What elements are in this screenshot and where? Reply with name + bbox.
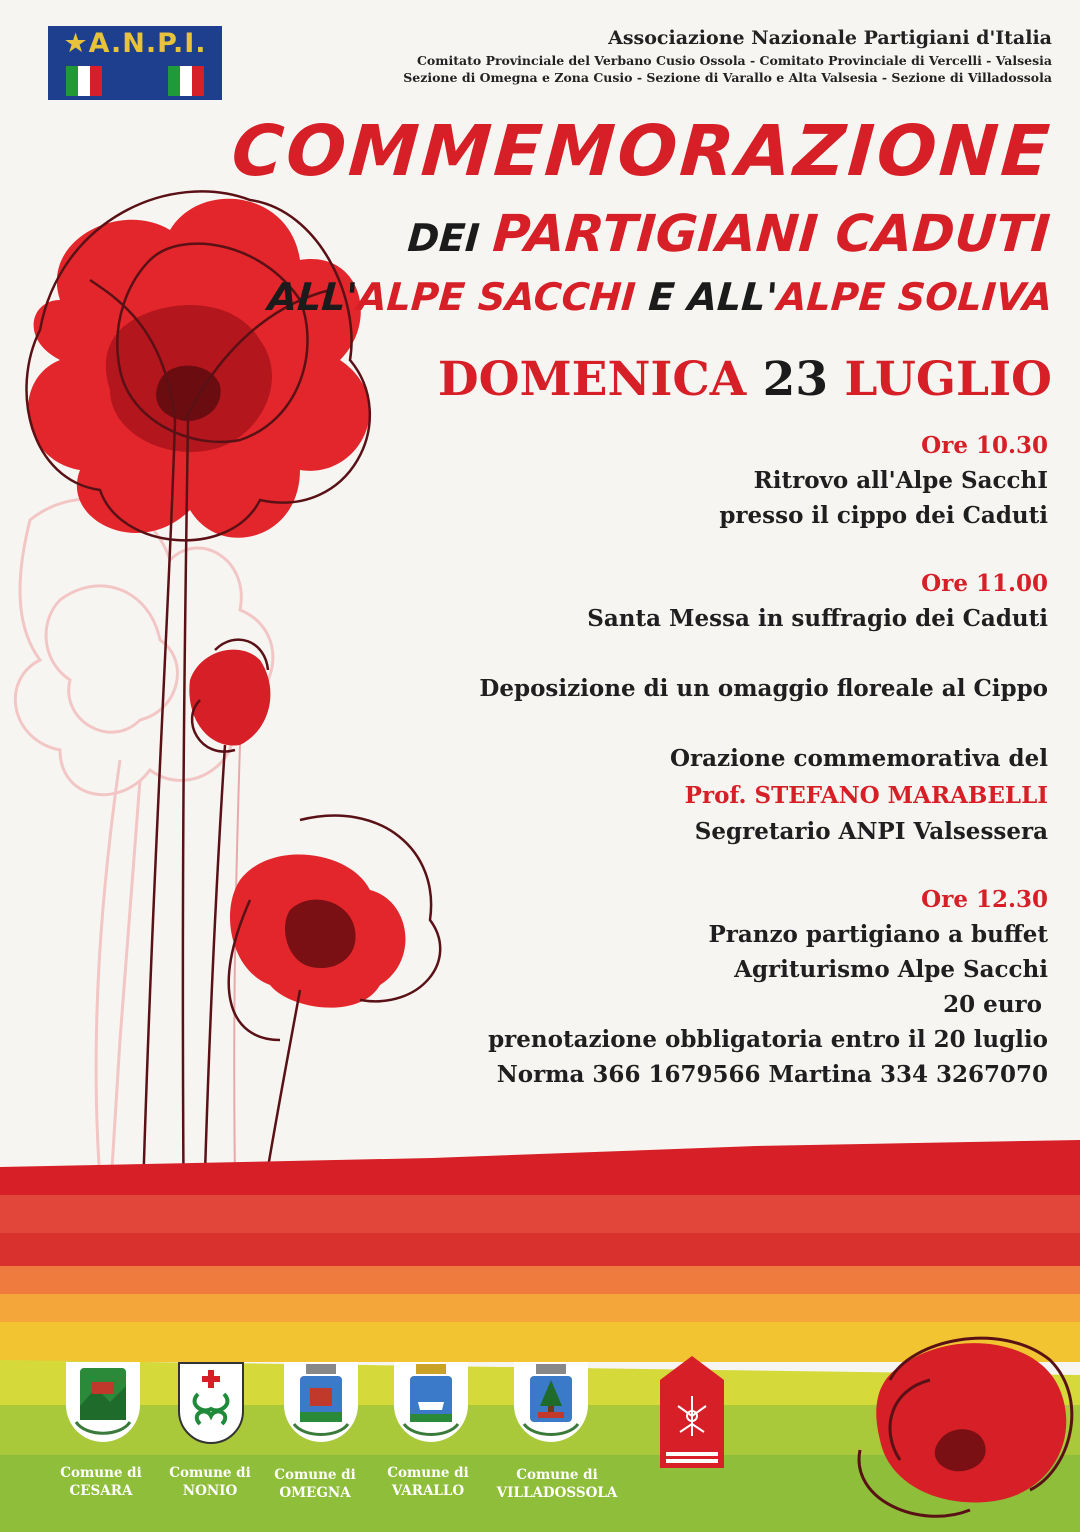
main-title: COMMEMORAZIONE [229,110,1055,192]
sections-line: Sezione di Omegna e Zona Cusio - Sezione di Varallo e Alta Valsesia - Sezione di Villadossola [403,70,1052,85]
program-line: Orazione commemorativa del [670,745,1048,772]
time-3: Ore 12.30 [921,886,1048,913]
subtitle-prefix: DEI [406,216,495,260]
date-month: LUGLIO [844,352,1052,407]
program-line: presso il cippo dei Caduti [719,502,1048,529]
coat-of-arms-omegna [284,1362,358,1442]
italian-flag-icon [66,66,102,96]
location-line [266,275,1053,319]
anpi-logo-text: ★A.N.P.I. [63,28,207,59]
date-day-name: DOMENICA [437,352,747,407]
committee-line: Comitato Provinciale del Verbano Cusio Ossola - Comitato Provinciale di Vercelli - Valsesia [416,53,1052,68]
program-line: Ritrovo all'Alpe SacchI [753,467,1048,494]
italian-flag-icon [168,66,204,96]
comune-label-varallo [378,1464,478,1500]
comune-name: VILLADOSSOLA [496,1485,618,1501]
program-line: Pranzo partigiano a buffet [708,921,1048,948]
location-2: ALPE SOLIVA [775,275,1054,319]
comune-prefix: Comune di [274,1467,356,1483]
program-price: 20 euro [943,991,1042,1018]
poppy-illustration-small [830,1320,1080,1532]
comune-prefix: Comune di [387,1465,469,1481]
coat-of-arms-cesara [66,1362,140,1442]
location-prefix-2: ALL' [686,275,779,319]
association-name: Associazione Nazionale Partigiani d'Italia [608,27,1052,49]
time-2: Ore 11.00 [921,570,1048,597]
comune-name: OMEGNA [279,1485,351,1501]
comune-prefix: Comune di [516,1467,598,1483]
location-conjunction: E [633,275,690,319]
comune-prefix: Comune di [169,1465,251,1481]
comune-name: CESARA [69,1483,133,1499]
subtitle-main: PARTIGIANI CADUTI [490,205,1053,264]
date-day: 23 [762,352,829,407]
speaker-role: Segretario ANPI Valsessera [694,818,1048,845]
comune-label-villadossola [486,1466,628,1502]
comune-name: VARALLO [391,1483,465,1499]
location-prefix-1: ALL' [266,275,359,319]
program-line: Deposizione di un omaggio floreale al Cippo [479,675,1048,702]
coat-of-arms-nonio [178,1362,244,1444]
coat-of-arms-villadossola [514,1362,588,1442]
time-1: Ore 10.30 [921,432,1048,459]
comune-label-omegna [264,1466,366,1502]
comune-prefix: Comune di [60,1465,142,1481]
speaker-name: Prof. STEFANO MARABELLI [684,782,1048,809]
edelweiss-badge-icon [660,1356,724,1468]
program-line: Agriturismo Alpe Sacchi [734,956,1048,983]
program-line: prenotazione obbligatoria entro il 20 luglio [488,1026,1048,1053]
comune-label-cesara [48,1464,154,1500]
subtitle-line [406,205,1052,264]
event-date [438,352,1052,407]
anpi-logo [48,26,222,100]
comune-name: NONIO [182,1483,238,1499]
coat-of-arms-varallo [394,1362,468,1442]
contact-phones: Norma 366 1679566 Martina 334 3267070 [496,1061,1048,1088]
location-1: ALPE SACCHI [355,275,637,319]
program-line: Santa Messa in suffragio dei Caduti [587,605,1048,632]
comune-label-nonio [160,1464,260,1500]
